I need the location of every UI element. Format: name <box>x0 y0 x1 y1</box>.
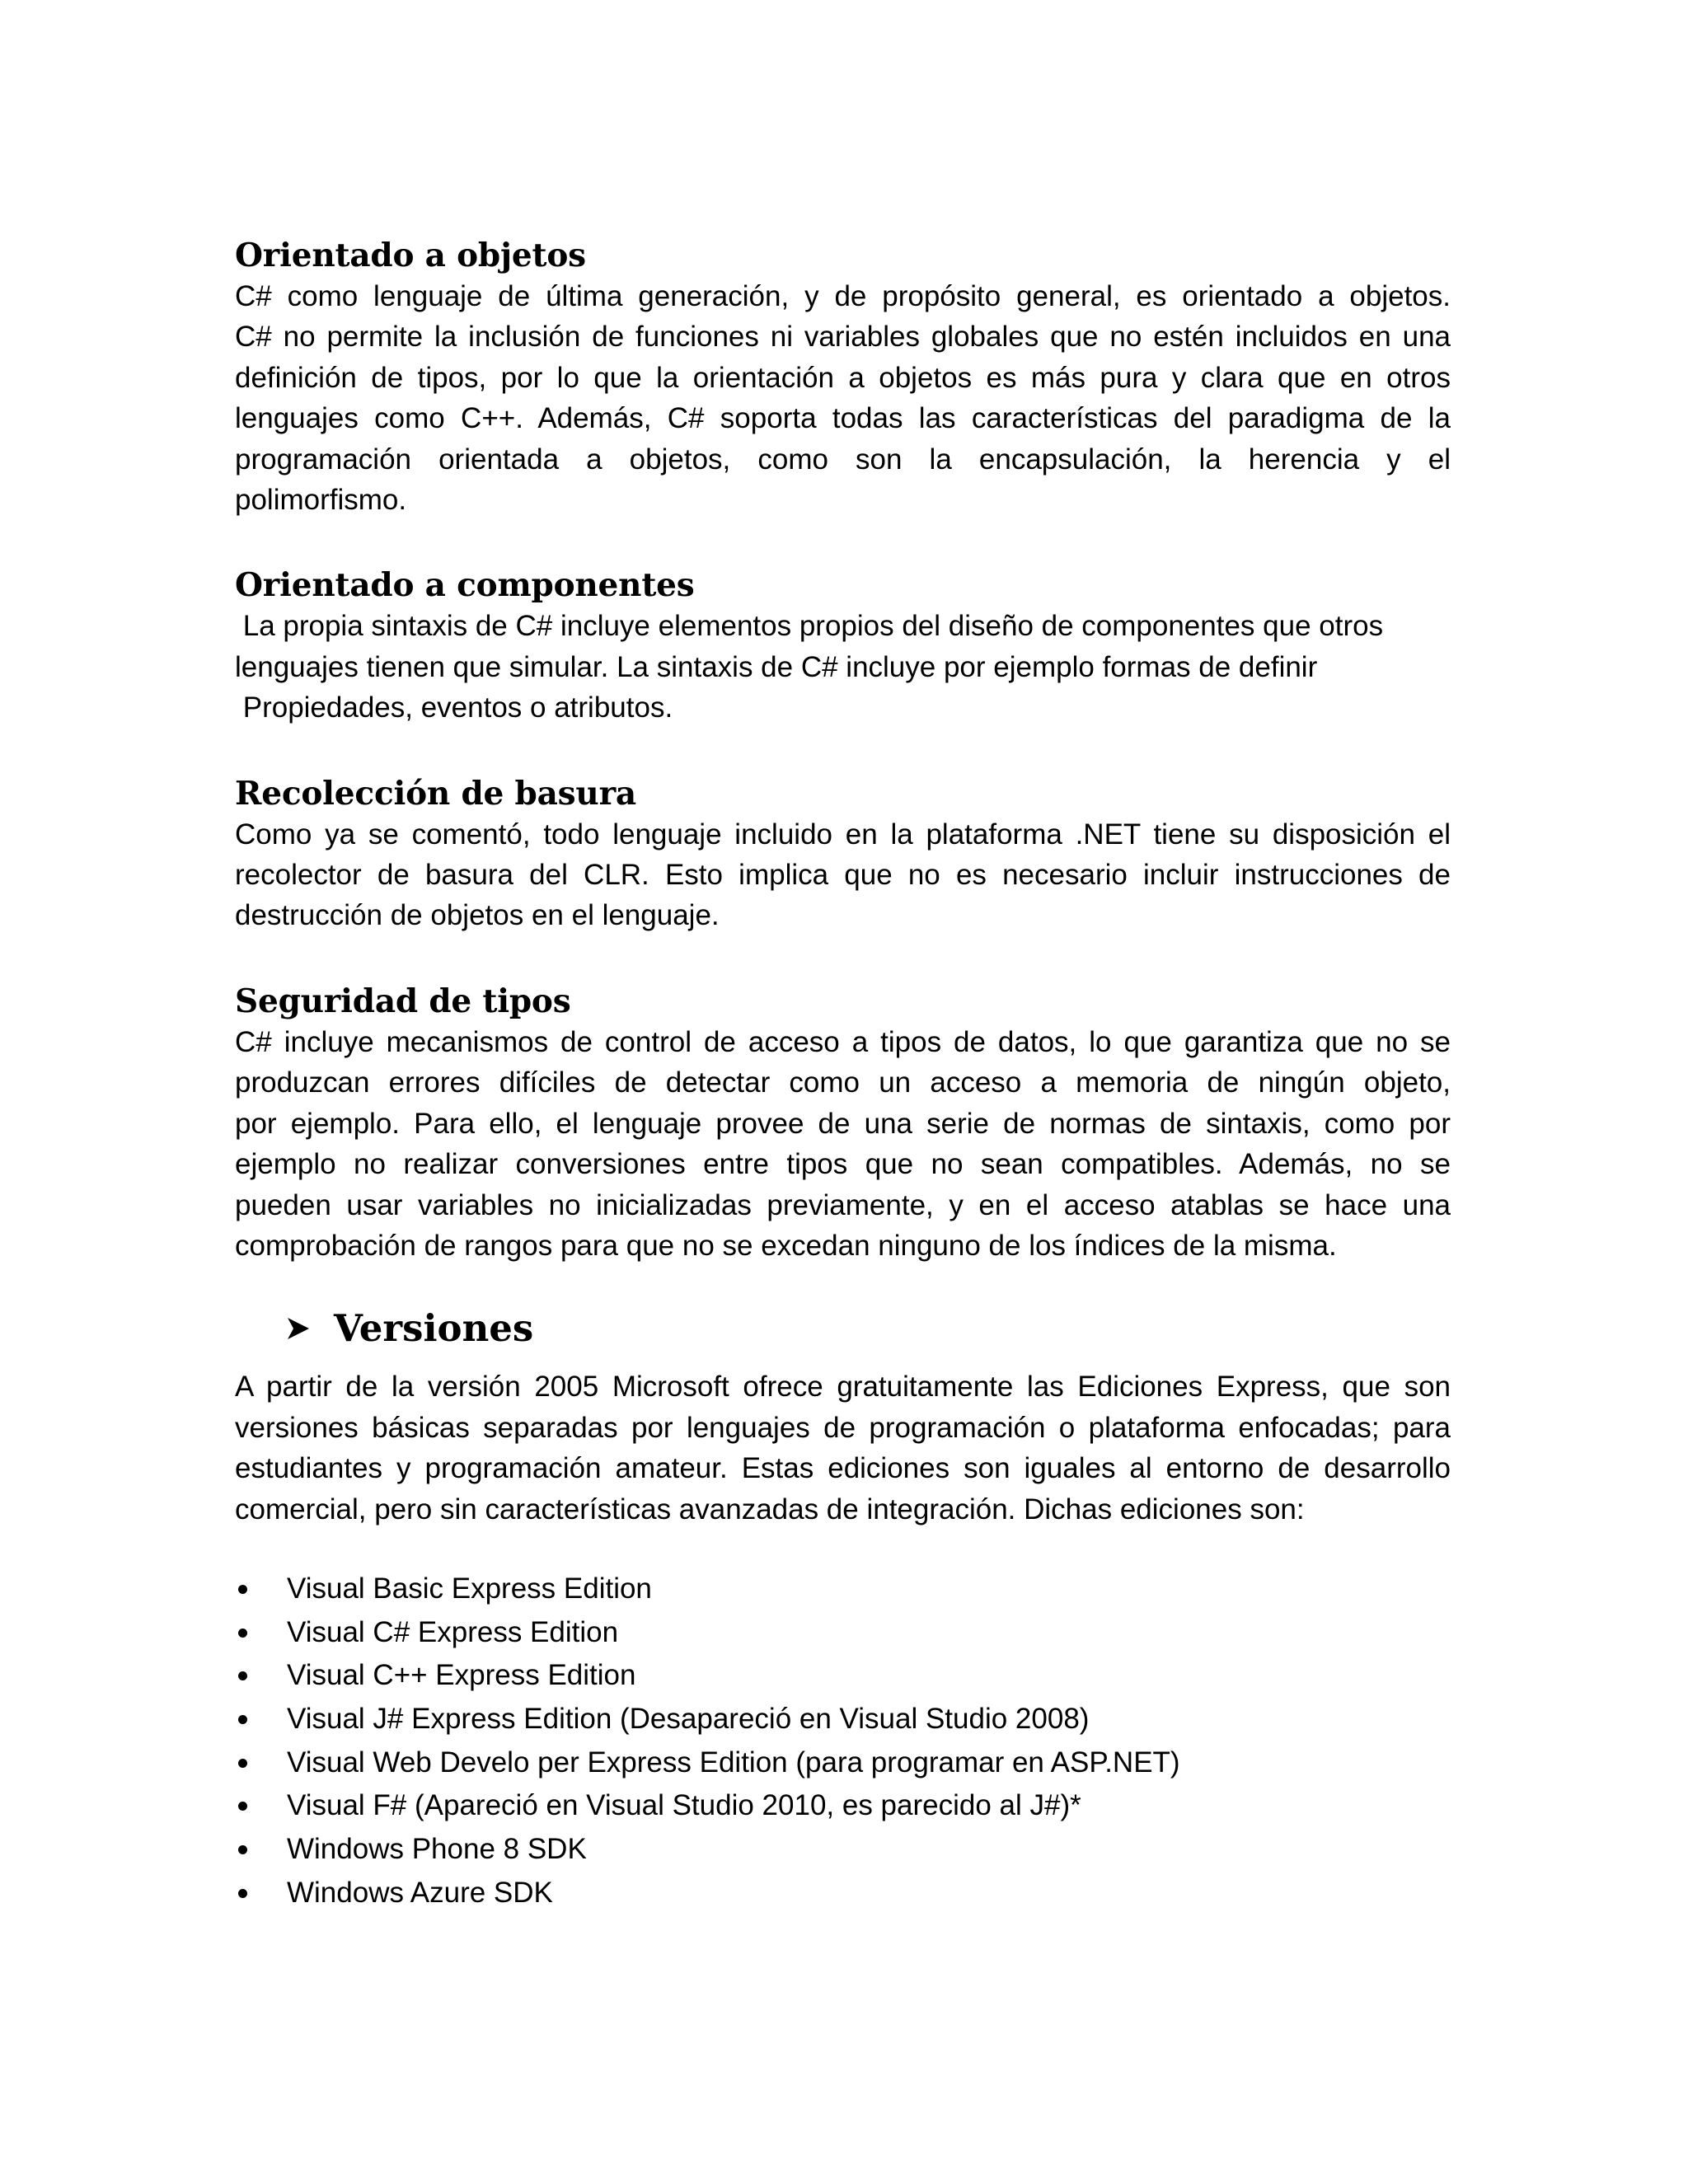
section-versiones <box>235 1304 1451 1915</box>
versions-paragraph <box>235 1366 1451 1530</box>
list-item-text: Visual C++ Express Edition <box>287 1659 636 1692</box>
paragraph-line: pueden usar variables no inicializadas previamente, y en el acceso atablas se hace una <box>235 1188 1451 1221</box>
section-heading: Orientado a objetos <box>235 237 586 274</box>
list-item <box>235 1611 1451 1655</box>
paragraph-line: Propiedades, eventos o atributos. <box>235 691 673 724</box>
list-item-text: Visual Basic Express Edition <box>287 1572 652 1605</box>
list-item <box>235 1784 1451 1828</box>
list-item-text: Visual F# (Apareció en Visual Studio 2010, es parecido al J#)* <box>287 1789 1081 1822</box>
bullet-icon <box>238 1802 247 1811</box>
arrow-right-icon <box>286 1316 311 1341</box>
paragraph-line: por ejemplo. Para ello, el lenguaje provee de una serie de normas de sintaxis, como por <box>235 1107 1451 1140</box>
list-item <box>235 1741 1451 1785</box>
list-item <box>235 1654 1451 1698</box>
section-paragraph <box>235 1022 1451 1266</box>
list-item-text: Visual J# Express Edition (Desapareció en Visual Studio 2008) <box>287 1703 1090 1736</box>
list-item <box>235 1872 1451 1915</box>
paragraph-line: programación orientada a objetos, como son la encapsulación, la herencia y el <box>235 443 1451 476</box>
paragraph-line: comprobación de rangos para que no se excedan ninguno de los índices de la misma. <box>235 1229 1337 1262</box>
paragraph-line: definición de tipos, por lo que la orientación a objetos es más pura y clara que en otros <box>235 361 1451 394</box>
section-heading: Recolección de basura <box>235 774 636 813</box>
paragraph-line: A partir de la versión 2005 Microsoft ofrece gratuitamente las Ediciones Express, que son <box>235 1371 1451 1404</box>
paragraph-line: estudiantes y programación amateur. Estas ediciones son iguales al entorno de desarrollo <box>235 1452 1451 1485</box>
bullet-icon <box>238 1715 247 1724</box>
section-seguridad-de-tipos <box>235 981 1451 1266</box>
list-item-text: Visual C# Express Edition <box>287 1615 619 1648</box>
section-paragraph <box>235 606 1451 728</box>
paragraph-line: Como ya se comentó, todo lenguaje incluido en la plataforma .NET tiene su disposición el <box>235 818 1451 851</box>
paragraph-line: lenguajes tienen que simular. La sintaxis de C# incluye por ejemplo formas de definir <box>235 650 1318 683</box>
list-item <box>235 1568 1451 1611</box>
paragraph-line: La propia sintaxis de C# incluye elementos propios del diseño de componentes que otros <box>235 610 1384 643</box>
paragraph-line: recolector de basura del CLR. Esto implica que no es necesario incluir instrucciones de <box>235 859 1451 892</box>
list-item-text: Windows Azure SDK <box>287 1876 553 1909</box>
paragraph-line: lenguajes como C++. Además, C# soporta todas las características del paradigma de la <box>235 402 1451 435</box>
versions-heading <box>235 1304 1451 1353</box>
section-paragraph <box>235 814 1451 936</box>
bullet-icon <box>238 1585 247 1594</box>
bullet-icon <box>238 1889 247 1898</box>
bullet-icon <box>238 1629 247 1638</box>
section-orientado-a-componentes <box>235 565 1451 728</box>
section-heading: Seguridad de tipos <box>235 982 571 1020</box>
bullet-icon <box>238 1845 247 1854</box>
editions-list <box>235 1568 1451 1915</box>
bullet-icon <box>238 1759 247 1768</box>
section-paragraph <box>235 276 1451 520</box>
paragraph-line: ejemplo no realizar conversiones entre tipos que no sean compatibles. Además, no se <box>235 1148 1451 1181</box>
list-item <box>235 1698 1451 1741</box>
paragraph-line: versiones básicas separadas por lenguajes de programación o plataforma enfocadas; para <box>235 1411 1451 1444</box>
paragraph-line: destrucción de objetos en el lenguaje. <box>235 899 720 932</box>
paragraph-line: C# incluye mecanismos de control de acceso a tipos de datos, lo que garantiza que no se <box>235 1025 1451 1058</box>
list-item-text: Visual Web Develo per Express Edition (para programar en ASP.NET) <box>287 1746 1180 1779</box>
paragraph-line: produzcan errores difíciles de detectar como un acceso a memoria de ningún objeto, <box>235 1066 1451 1099</box>
paragraph-line: C# como lenguaje de última generación, y de propósito general, es orientado a objetos. <box>235 280 1451 312</box>
document-page <box>235 235 1451 1960</box>
section-recoleccion-de-basura <box>235 773 1451 936</box>
section-orientado-a-objetos <box>235 235 1451 520</box>
paragraph-line: polimorfismo. <box>235 484 407 517</box>
paragraph-line: comercial, pero sin características avanzadas de integración. Dichas ediciones son: <box>235 1493 1305 1526</box>
versions-title: Versiones <box>334 1306 534 1351</box>
bullet-icon <box>238 1671 247 1680</box>
list-item <box>235 1828 1451 1872</box>
paragraph-line: C# no permite la inclusión de funciones ni variables globales que no estén incluidos en una <box>235 321 1451 354</box>
list-item-text: Windows Phone 8 SDK <box>287 1833 587 1866</box>
section-heading: Orientado a componentes <box>235 566 695 605</box>
